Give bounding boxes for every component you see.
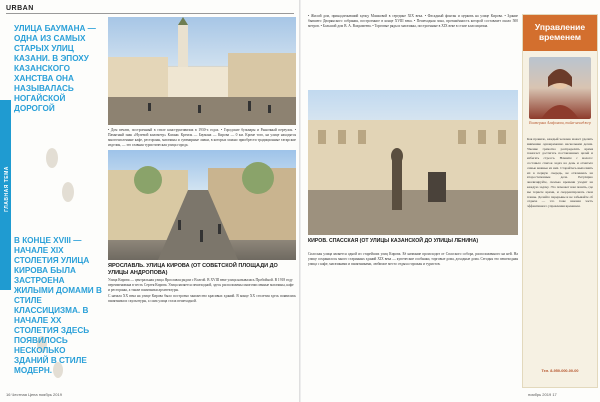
section-label: URBAN [6,5,34,12]
caption-body-yaroslavl: Улица Кирова — центральная улица Ярославля рядом с Волгой. В XVIII веке улица называлась Пробойной. В 1918 году переименована в честь Сергея Кирова. Улица является пешеходной, здесь расположены многочисленные магазины, кафе и рестораны, а также памятники архитектуры. [108,278,294,292]
caption-title-yaroslavl: ЯРОСЛАВЛЬ. УЛИЦА КИРОВА (ОТ СОВЕТСКОЙ ПЛОЩАДИ ДО УЛИЦЫ АНДРОПОВА) [108,263,278,276]
photo-bauman-street [108,17,296,125]
sidebar-title: Управление временем [523,15,597,51]
body-text-bauman: • Дом печати, построенный в стиле конструктивизма в 1930-х годах. • Городские бульвары и Рыночный переулок. • Памятный знак «Нулевой километр» Казани. Кремль — Баумана — Кирова — 0 км. Кроме того, на улице находятся многочисленные кафе, рестораны, магазины и сувенирные лавки, в которых можно приобрести традиционные татарские изделия, — это главная туристическая улица города. [108,128,296,147]
pull-quote-kirov: В КОНЦЕ XVIII — НАЧАЛЕ XIX СТОЛЕТИЯ УЛИЦА КИРОВА БЫЛА ЗАСТРОЕНА ЖИЛЫМИ ДОМАМИ В СТИЛЕ КЛАССИЦИЗМА. В НАЧАЛЕ XX СТОЛЕТИЯ ЗДЕСЬ ПОЯВИЛОСЬ НЕСКОЛЬКО ЗДАНИЙ В СТИЛЕ МОДЕРН. [14,236,102,375]
sidebar-time-management [522,14,598,388]
sidebar-text: Как правило, каждый человек может уделять внимание одновременно нескольким делам. Умение грамотно распределять время помогает достигать поставленных целей и избегать стресса. Начните с малого: составьте список задач на день и отметьте самые важные из них. Старайтесь выполнять их в первую очередь, не отвлекаясь на второстепенные дела. Регулярно анализируйте, сколько времени уходит на каждую задачу. Это поможет вам понять, где вы теряете время, и скорректировать свои планы. Делайте перерывы и не забывайте об отдыхе — это тоже важная часть эффективного управления временем. [527,137,593,209]
page-gutter [299,0,301,402]
side-tab [0,100,11,290]
header-rule [6,13,294,14]
photo-spasskaya-street [308,90,518,235]
sidebar-contact: Тел. 8-950-000-00-00 [541,369,579,373]
body-text-right-bottom: Спасская улица является одной из старейших улиц Кирова. Её название происходит от Спасского собора, расположенного на ней. На улице сохранилось много старинных зданий XIX века — купеческие особняки, торговые дома, доходные дома. Сегодня это пешеходная улица с кафе, магазинами и памятниками, любимое место отдыха горожан и туристов. [308,252,518,266]
side-tab-label: ГЛАВНАЯ ТЕМА [4,166,10,212]
expert-caption: Екатерина Агафонова, тайм-менеджер [529,121,591,125]
expert-photo [529,57,591,119]
caption-title-spasskaya: КИРОВ. СПАССКАЯ (ОТ УЛИЦЫ КАЗАНСКОЙ ДО УЛИЦЫ ЛЕНИНА) [308,238,479,244]
photo-kirov-street [108,150,296,260]
footer-left: 16 Честная Цена ноябрь 2019 [6,392,62,397]
body-text-right-top: • Жилой дом, принадлежавший купцу Машковой в середине XIX века. • Фасадный фонтан и церковь на улице Кирова. • Здание бывшего Дворянского собрания, построенное в конце XVIII века. • Пешеходная зона, протяжённость которой составляет около 500 метров. • Большой дом В. А. Вахрамеева. • Торговые ряды и магазины, построенные в XIX веке в стиле классицизма. [308,14,518,28]
pull-quote-bauman: УЛИЦА БАУМАНА — ОДНА ИЗ САМЫХ СТАРЫХ УЛИЦ КАЗАНИ. В ЭПОХУ КАЗАНСКОГО ХАНСТВА ОНА НАЗЫВАЛАСЬ НОГАЙСКОЙ ДОРОГОЙ [14,24,96,113]
footprint-decoration [40,140,80,220]
footer-right: ноябрь 2019 17 [528,392,557,397]
body-text-kirov: С начала XX века на улице Кирова было построено множество красивых зданий. В конце XX столетия здесь появились памятники и скульптуры, а сама улица стала пешеходной. [108,294,296,303]
